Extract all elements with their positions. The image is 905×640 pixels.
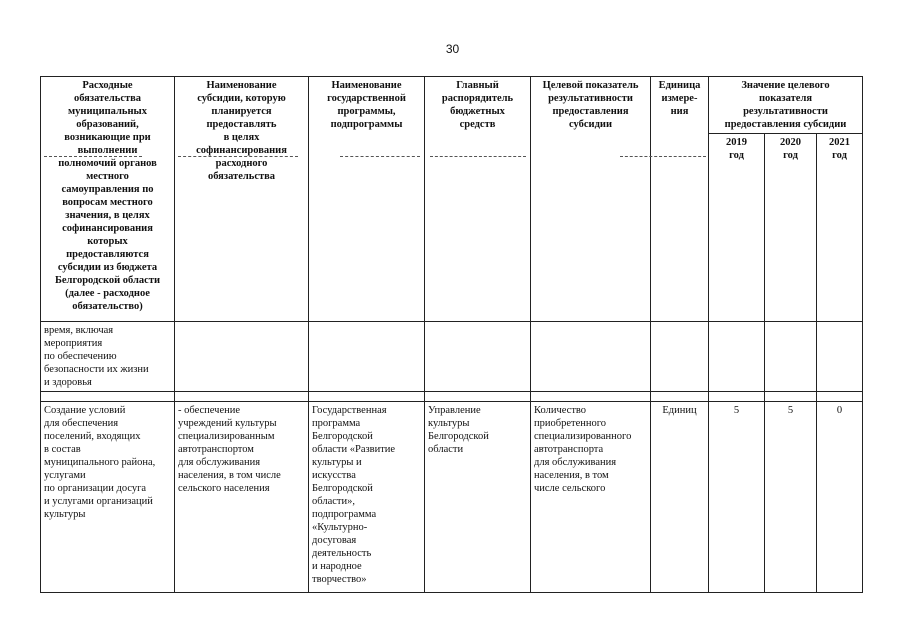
row1-cell-empty	[175, 322, 309, 392]
row1-cell-empty	[765, 322, 817, 392]
header-target-indicator: Целевой показатель результативности предоставления субсидии	[531, 77, 651, 322]
page-number: 30	[445, 42, 460, 56]
row-gap	[41, 392, 863, 402]
row2-expense-obligation: Создание условий для обеспечения поселений, входящих в состав муниципального района, услугами по организации досуга и услугами организаций культуры	[41, 402, 175, 593]
table-row	[41, 322, 863, 392]
row2-target-indicator: Количество приобретенного специализированного автотранспорта для обслуживания населения, в том числе сельского	[531, 402, 651, 593]
scan-artifact-dash	[178, 156, 298, 157]
subsidy-table	[40, 76, 863, 593]
header-year-2021: 2021 год	[817, 134, 863, 322]
header-year-2019: 2019 год	[709, 134, 765, 322]
row2-program-name: Государственная программа Белгородской области «Развитие культуры и искусства Белгородской области», подпрограмма «Культурно- досуговая деятельность и народное творчество»	[309, 402, 425, 593]
header-row	[41, 77, 863, 134]
row1-cell-empty	[817, 322, 863, 392]
row2-value-2020: 5	[765, 402, 817, 593]
row1-cell-empty	[425, 322, 531, 392]
header-subsidy-name: Наименование субсидии, которую планируется предоставлять в целях софинансирования расходного обязательства	[175, 77, 309, 322]
scan-artifact-dash	[340, 156, 420, 157]
row2-chief-administrator: Управление культуры Белгородской области	[425, 402, 531, 593]
row1-cell-empty	[709, 322, 765, 392]
row1-expense-obligation: время, включая мероприятия по обеспечению безопасности их жизни и здоровья	[41, 322, 175, 392]
header-year-2020: 2020 год	[765, 134, 817, 322]
scan-artifact-dash	[620, 156, 706, 157]
row2-unit: Единиц	[651, 402, 709, 593]
row2-value-2021: 0	[817, 402, 863, 593]
scan-artifact-dash	[44, 156, 142, 157]
header-unit: Единица измере- ния	[651, 77, 709, 322]
header-program-name: Наименование государственной программы, подпрограммы	[309, 77, 425, 322]
row2-subsidy-name: - обеспечение учреждений культуры специализированным автотранспортом для обслуживания населения, в том числе сельского населения	[175, 402, 309, 593]
scan-artifact-dash	[430, 156, 526, 157]
row1-cell-empty	[531, 322, 651, 392]
header-expense-obligations: Расходные обязательства муниципальных образований, возникающие при выполнении полномочий органов местного самоуправления по вопросам местного значения, в целях софинансирования которых предоставляются субсидии из бюджета Белгородской области (далее - расходное обязательство)	[41, 77, 175, 322]
header-indicator-value: Значение целевого показателя результативности предоставления субсидии	[709, 77, 863, 134]
row2-value-2019: 5	[709, 402, 765, 593]
row1-cell-empty	[309, 322, 425, 392]
table-row	[41, 402, 863, 593]
row1-cell-empty	[651, 322, 709, 392]
header-chief-administrator: Главный распорядитель бюджетных средств	[425, 77, 531, 322]
